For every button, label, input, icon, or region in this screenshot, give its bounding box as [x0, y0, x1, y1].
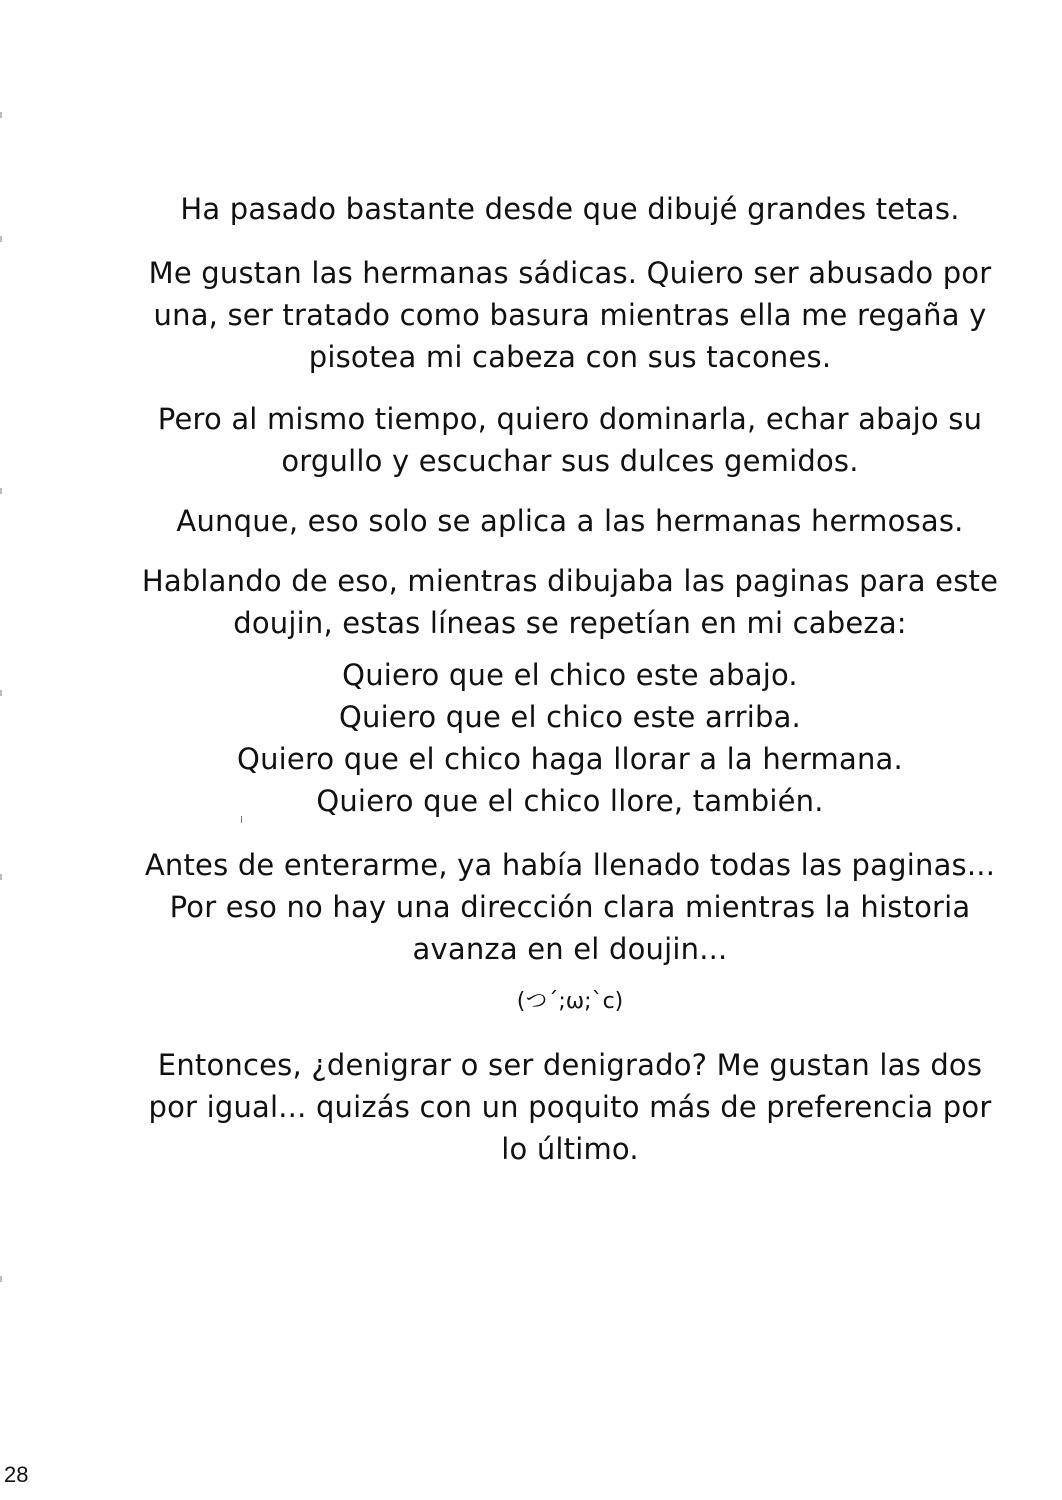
left-edge-mark: [0, 1276, 2, 1282]
stray-mark: [241, 816, 242, 823]
afterword-paragraph-2: Me gustan las hermanas sádicas. Quiero ser abusado por una, ser tratado como basura mientras ella me regaña y pisotea mi cabeza con sus tacones.: [148, 256, 992, 374]
left-edge-mark: [0, 112, 2, 118]
afterword-paragraph-7: Antes de enterarme, ya había llenado todas las paginas... Por eso no hay una dirección clara mientras la historia avanza en el doujin...: [144, 848, 996, 966]
afterword-paragraph-3: Pero al mismo tiempo, quiero dominarla, echar abajo su orgullo y escuchar sus dulces gemidos.: [157, 402, 983, 478]
afterword-paragraph-4: Aunque, eso solo se aplica a las hermanas hermosas.: [176, 504, 964, 538]
left-edge-mark: [0, 690, 2, 696]
afterword-paragraph-5: Hablando de eso, mientras dibujaba las paginas para este doujin, estas líneas se repetían en mi cabeza:: [141, 564, 999, 640]
crying-emoticon: (つ´;ω;`c): [516, 989, 624, 1014]
left-edge-mark: [0, 236, 2, 242]
left-edge-mark: [0, 488, 2, 494]
left-edge-mark: [0, 874, 2, 880]
afterword-paragraph-1: Ha pasado bastante desde que dibujé grandes tetas.: [180, 192, 960, 226]
afterword-repeated-lines: Quiero que el chico este abajo. Quiero que el chico este arriba. Quiero que el chico haga llorar a la hermana. Quiero que el chico llore, también.: [237, 658, 903, 818]
afterword-paragraph-8: Entonces, ¿denigrar o ser denigrado? Me gustan las dos por igual... quizás con un poquito más de preferencia por lo último.: [148, 1048, 992, 1166]
page-number: 28: [4, 1462, 29, 1487]
